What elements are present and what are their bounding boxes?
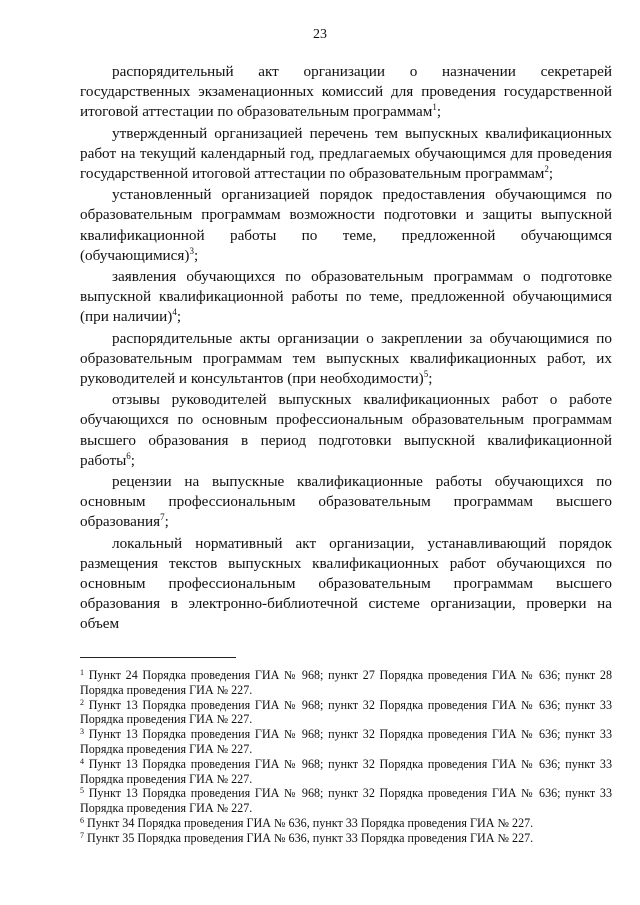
paragraph-text: локальный нормативный акт организации, устанавливающий порядок размещения текстов выпускных квалификационных работ обучающихся по основным профессиональным образовательным программам высшего образования в электронно-библиотечной системе организации, проверки на объем — [80, 534, 612, 633]
footnote-text: Пункт 24 Порядка проведения ГИА № 968; пункт 27 Порядка проведения ГИА № 636; пункт 28 Порядка проведения ГИА № 227. — [80, 668, 612, 697]
list-paragraph — [80, 390, 612, 471]
paragraph-tail: ; — [548, 165, 554, 183]
footnote-number: 2 — [80, 697, 84, 707]
footnote-text: Пункт 34 Порядка проведения ГИА № 636, пункт 33 Порядка проведения ГИА № 227. — [87, 815, 534, 830]
paragraph-text: отзывы руководителей выпускных квалификационных работ о работе обучающихся по основным профессиональным образовательным программам высшего образования в период подготовки выпускной квалификационной работы — [80, 391, 612, 469]
footnote-number: 5 — [80, 786, 84, 796]
list-paragraph — [80, 472, 612, 533]
main-text — [80, 62, 612, 636]
footnote-ref[interactable]: 1 — [432, 102, 437, 113]
list-paragraph — [80, 124, 612, 185]
footnote-number: 7 — [80, 830, 84, 840]
paragraph-tail: ; — [164, 513, 169, 531]
footnote — [80, 786, 612, 816]
footnotes — [80, 657, 612, 846]
paragraph-text: установленный организацией порядок предоставления обучающимся по образовательным программам возможности подготовки и защиты выпускной квалификационной работы по теме, предложенной обучающимся (обучающимися) — [80, 186, 612, 264]
footnote — [80, 698, 612, 728]
footnote-ref[interactable]: 2 — [544, 164, 549, 175]
paragraph-text: распорядительные акты организации о закреплении за обучающимися по образовательным программам тем выпускных квалификационных работ, их руководителей и консультантов (при необходимости) — [80, 329, 612, 388]
footnote — [80, 668, 612, 698]
footnote-text: Пункт 35 Порядка проведения ГИА № 636, пункт 33 Порядка проведения ГИА № 227. — [87, 830, 534, 845]
footnote-number: 4 — [80, 756, 84, 766]
footnote — [80, 816, 612, 831]
list-paragraph — [80, 62, 612, 123]
paragraph-tail: ; — [193, 246, 199, 264]
footnote-number: 3 — [80, 727, 84, 737]
page-number: 23 — [313, 27, 327, 42]
footnote-ref[interactable]: 5 — [423, 369, 429, 380]
footnote — [80, 831, 612, 846]
paragraph-text: распорядительный акт организации о назначении секретарей государственных экзаменационных комиссий для проведения государственной итоговой аттестации по образовательным программам — [80, 63, 612, 121]
footnote-text: Пункт 13 Порядка проведения ГИА № 968; пункт 32 Порядка проведения ГИА № 636; пункт 33 Порядка проведения ГИА № 227. — [80, 786, 612, 816]
footnote-ref[interactable]: 7 — [160, 512, 165, 523]
footnote — [80, 727, 612, 757]
list-paragraph — [80, 185, 612, 266]
paragraph-text: заявления обучающихся по образовательным программам о подготовке выпускной квалификационной работы по теме, предложенной обучающимися (при наличии) — [80, 268, 612, 326]
paragraph-tail: ; — [130, 451, 136, 469]
footnote-number: 6 — [80, 815, 84, 825]
footnote-ref[interactable]: 3 — [189, 245, 194, 256]
footnote-number: 1 — [80, 668, 84, 677]
list-paragraph — [80, 329, 612, 390]
paragraph-tail: ; — [428, 370, 433, 388]
paragraph-tail: ; — [176, 308, 182, 326]
paragraph-text: рецензии на выпускные квалификационные работы обучающихся по основным профессиональным образовательным программам высшего образования — [80, 473, 612, 531]
footnote-ref[interactable]: 4 — [172, 307, 177, 318]
footnote-text: Пункт 13 Порядка проведения ГИА № 968; пункт 32 Порядка проведения ГИА № 636; пункт 33 Порядка проведения ГИА № 227. — [80, 727, 612, 756]
footnote-ref[interactable]: 6 — [126, 450, 131, 461]
paragraph-tail: ; — [436, 103, 442, 121]
footnote-divider — [80, 657, 236, 658]
list-paragraph — [80, 534, 612, 635]
list-paragraph — [80, 267, 612, 328]
footnote — [80, 757, 612, 787]
paragraph-text: утвержденный организацией перечень тем выпускных квалификационных работ на текущий календарный год, предлагаемых обучающимся для проведения государственной итоговой аттестации по образовательным программам — [80, 124, 612, 183]
footnote-text: Пункт 13 Порядка проведения ГИА № 968; пункт 32 Порядка проведения ГИА № 636; пункт 33 Порядка проведения ГИА № 227. — [80, 756, 612, 786]
footnote-text: Пункт 13 Порядка проведения ГИА № 968; пункт 32 Порядка проведения ГИА № 636; пункт 33 Порядка проведения ГИА № 227. — [80, 697, 612, 727]
